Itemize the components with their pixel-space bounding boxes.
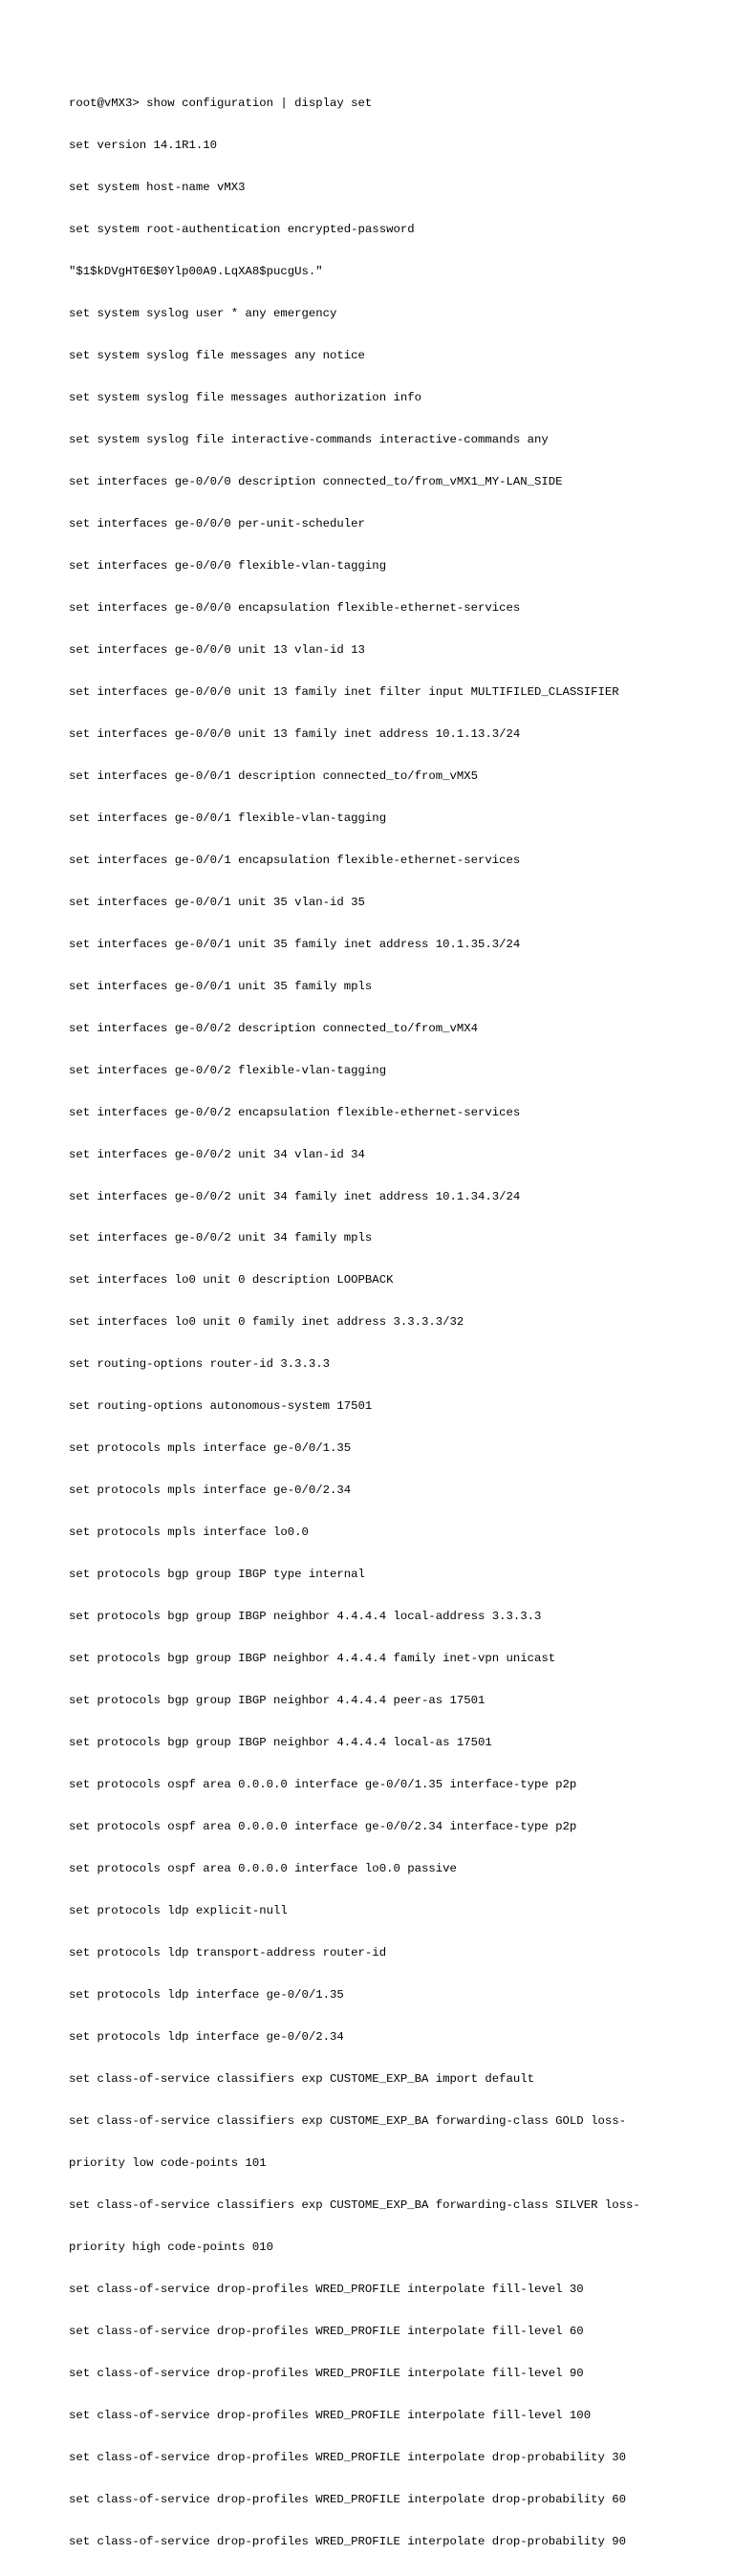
config-line: set interfaces ge-0/0/2 unit 34 family mpls <box>69 1231 373 1245</box>
config-line: set class-of-service classifiers exp CUSTOME_EXP_BA forwarding-class SILVER loss- <box>69 2197 640 2212</box>
config-line: set routing-options router-id 3.3.3.3 <box>69 1357 331 1372</box>
config-line: set protocols ospf area 0.0.0.0 interface lo0.0 passive <box>69 1862 457 1875</box>
config-line: set protocols mpls interface lo0.0 <box>69 1526 309 1540</box>
config-line: set class-of-service classifiers exp CUSTOME_EXP_BA forwarding-class GOLD loss- <box>69 2113 626 2128</box>
config-line: set class-of-service drop-profiles WRED_PROFILE interpolate drop-probability 90 <box>69 2534 626 2548</box>
config-line: set class-of-service classifiers exp CUSTOME_EXP_BA import default <box>69 2071 535 2086</box>
config-line: set class-of-service drop-profiles WRED_PROFILE interpolate drop-probability 60 <box>69 2492 626 2506</box>
config-line: set interfaces ge-0/0/0 per-unit-scheduler <box>69 517 365 530</box>
config-line: set interfaces ge-0/0/0 unit 13 vlan-id 13 <box>69 642 365 657</box>
config-line: set interfaces lo0 unit 0 family inet address 3.3.3.3/32 <box>69 1315 464 1330</box>
config-line: set interfaces ge-0/0/1 unit 35 vlan-id 35 <box>69 895 365 909</box>
config-line: set protocols bgp group IBGP neighbor 4.4.4.4 local-address 3.3.3.3 <box>69 1610 542 1624</box>
config-line: set interfaces ge-0/0/2 unit 34 family inet address 10.1.34.3/24 <box>69 1189 521 1203</box>
config-line: set interfaces ge-0/0/0 flexible-vlan-tagging <box>69 558 387 573</box>
config-line: "$1$kDVgHT6E$0Ylp00A9.LqXA8$pucgUs." <box>69 265 323 279</box>
config-line: set system syslog file messages authorization info <box>69 391 421 405</box>
config-line: set system syslog file interactive-commands interactive-commands any <box>69 433 549 447</box>
config-line: set system host-name vMX3 <box>69 181 246 195</box>
config-line: set class-of-service drop-profiles WRED_PROFILE interpolate fill-level 100 <box>69 2408 592 2422</box>
config-line: set interfaces ge-0/0/2 description connected_to/from_vMX4 <box>69 1021 479 1035</box>
config-line: set protocols mpls interface ge-0/0/2.34 <box>69 1483 352 1498</box>
config-line: set interfaces ge-0/0/0 encapsulation flexible-ethernet-services <box>69 600 521 615</box>
config-line: set class-of-service drop-profiles WRED_PROFILE interpolate drop-probability 30 <box>69 2450 626 2464</box>
configuration-listing <box>69 69 700 2576</box>
config-line: set interfaces ge-0/0/2 flexible-vlan-tagging <box>69 1063 387 1077</box>
config-line: set protocols ldp transport-address router-id <box>69 1945 387 1959</box>
config-line: set protocols bgp group IBGP neighbor 4.4.4.4 local-as 17501 <box>69 1736 492 1750</box>
config-line: priority low code-points 101 <box>69 2155 267 2170</box>
config-line: priority high code-points 010 <box>69 2240 274 2254</box>
config-line: set interfaces ge-0/0/2 encapsulation flexible-ethernet-services <box>69 1105 521 1119</box>
config-line: set protocols bgp group IBGP neighbor 4.4.4.4 family inet-vpn unicast <box>69 1652 556 1666</box>
config-line: set interfaces ge-0/0/0 unit 13 family inet address 10.1.13.3/24 <box>69 726 521 741</box>
config-line: set class-of-service drop-profiles WRED_PROFILE interpolate fill-level 30 <box>69 2282 584 2296</box>
config-line: set protocols ldp explicit-null <box>69 1903 288 1917</box>
config-line: set protocols ldp interface ge-0/0/2.34 <box>69 2029 344 2044</box>
config-line: set class-of-service drop-profiles WRED_PROFILE interpolate fill-level 60 <box>69 2324 584 2338</box>
config-line: set routing-options autonomous-system 17501 <box>69 1399 373 1414</box>
prompt-line: root@vMX3> show configuration | display set <box>69 97 373 111</box>
config-line: set interfaces ge-0/0/1 unit 35 family inet address 10.1.35.3/24 <box>69 937 521 951</box>
config-line: set interfaces ge-0/0/0 unit 13 family inet filter input MULTIFILED_CLASSIFIER <box>69 684 619 699</box>
config-line: set protocols ospf area 0.0.0.0 interface ge-0/0/1.35 interface-type p2p <box>69 1778 577 1792</box>
config-line: set version 14.1R1.10 <box>69 139 217 153</box>
config-line: set protocols ldp interface ge-0/0/1.35 <box>69 1987 344 2002</box>
config-line: set interfaces ge-0/0/1 flexible-vlan-tagging <box>69 811 387 825</box>
config-line: set protocols ospf area 0.0.0.0 interface ge-0/0/2.34 interface-type p2p <box>69 1820 577 1834</box>
config-line: set protocols bgp group IBGP type internal <box>69 1568 365 1582</box>
config-line: set class-of-service drop-profiles WRED_PROFILE interpolate fill-level 90 <box>69 2366 584 2380</box>
config-line: set interfaces ge-0/0/1 description connected_to/from_vMX5 <box>69 768 479 783</box>
config-line: set interfaces lo0 unit 0 description LOOPBACK <box>69 1273 394 1288</box>
config-line: set interfaces ge-0/0/1 unit 35 family mpls <box>69 979 373 993</box>
config-line: set system syslog file messages any notice <box>69 349 365 363</box>
config-line: set protocols bgp group IBGP neighbor 4.4.4.4 peer-as 17501 <box>69 1694 486 1708</box>
config-line: set system syslog user * any emergency <box>69 307 337 321</box>
config-line: set system root-authentication encrypted-password <box>69 223 415 237</box>
config-line: set interfaces ge-0/0/0 description connected_to/from_vMX1_MY-LAN_SIDE <box>69 475 563 489</box>
config-line: set protocols mpls interface ge-0/0/1.35 <box>69 1441 352 1456</box>
config-line: set interfaces ge-0/0/1 encapsulation flexible-ethernet-services <box>69 853 521 867</box>
config-line: set interfaces ge-0/0/2 unit 34 vlan-id 34 <box>69 1147 365 1161</box>
